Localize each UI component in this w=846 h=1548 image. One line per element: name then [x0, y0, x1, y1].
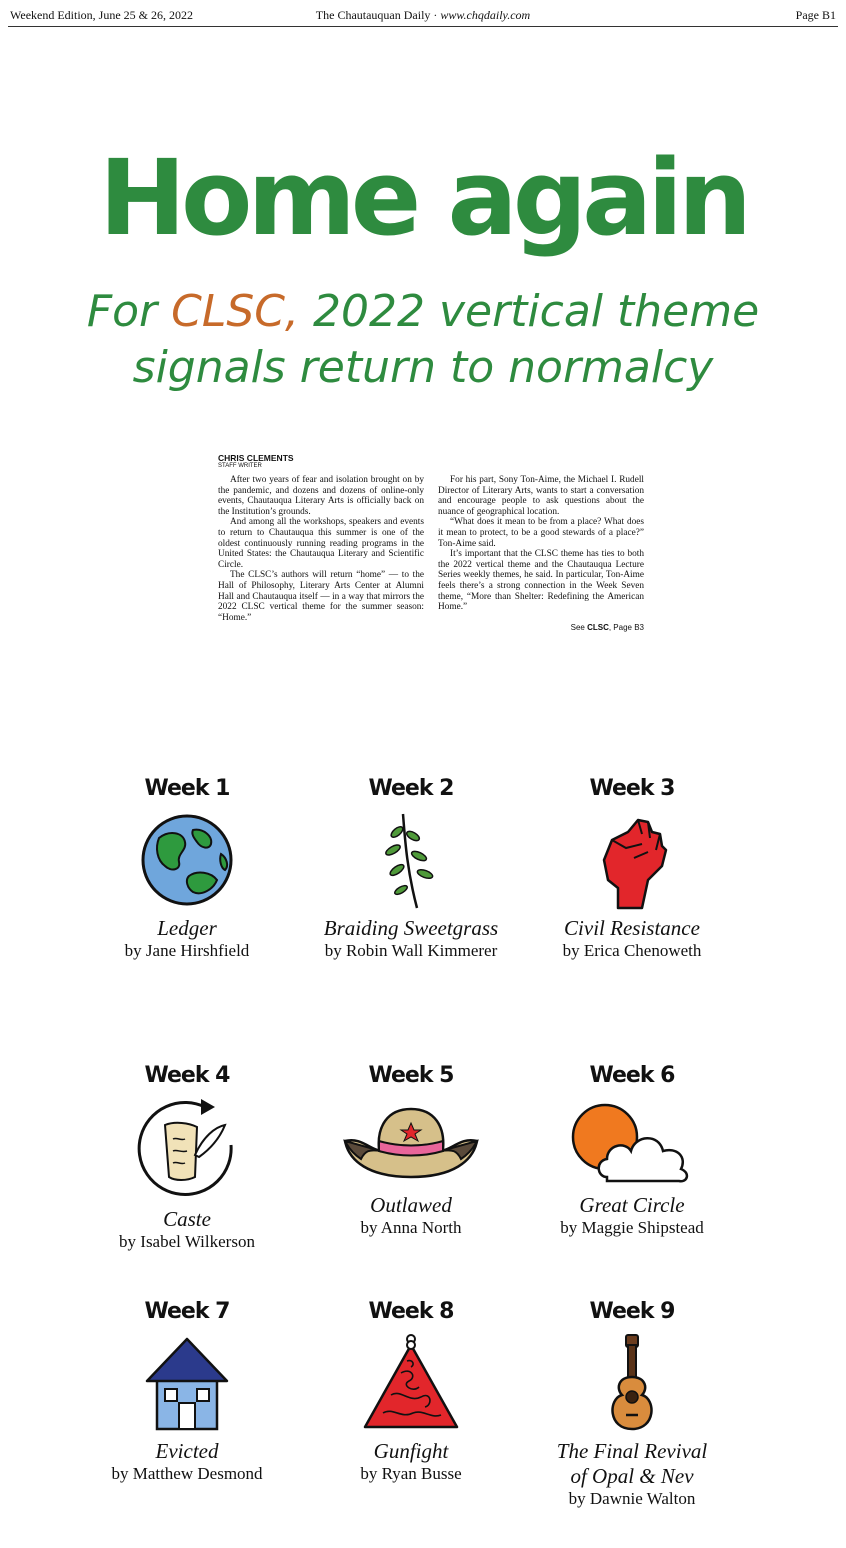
- book-title: Evicted: [155, 1439, 219, 1463]
- book-title: Braiding Sweetgrass: [323, 916, 499, 940]
- book-author: by Ryan Busse: [360, 1464, 462, 1483]
- deck-highlight: CLSC,: [171, 286, 300, 337]
- page-number: Page B1: [795, 8, 836, 22]
- book-title: Caste: [163, 1207, 211, 1231]
- guitar-icon: [582, 1333, 682, 1433]
- book-title: Ledger: [157, 916, 217, 940]
- globe-icon: [137, 810, 237, 910]
- sun-cloud-icon: [567, 1097, 697, 1187]
- book-author: by Maggie Shipstead: [560, 1218, 704, 1237]
- byline: CHRIS CLEMENTS: [218, 453, 294, 463]
- book-title-line-2: of Opal & Nev: [570, 1464, 694, 1488]
- book-author: by Dawnie Walton: [568, 1489, 696, 1508]
- book-author: by Anna North: [360, 1218, 462, 1237]
- book-author: by Erica Chenoweth: [562, 941, 702, 960]
- jump-line[interactable]: [438, 623, 644, 634]
- week-label: Week 6: [589, 1063, 675, 1088]
- week-label: Week 3: [589, 776, 675, 801]
- week-3-card: [512, 776, 752, 961]
- paper-masthead: [8, 8, 838, 23]
- week-4-card: [67, 1063, 307, 1252]
- raised-fist-icon: [582, 810, 682, 910]
- paper-name: The Chautauquan Daily: [315, 8, 431, 22]
- book-title: Outlawed: [370, 1193, 452, 1217]
- week-1-card: [67, 776, 307, 961]
- book-title: Civil Resistance: [564, 916, 700, 940]
- week-7-card: [67, 1299, 307, 1484]
- byline-role: STAFF WRITER: [218, 463, 262, 469]
- week-5-card: [291, 1063, 531, 1238]
- jump-keyword: CLSC: [587, 622, 609, 632]
- week-label: Week 7: [144, 1299, 230, 1324]
- page-header: [8, 8, 838, 27]
- paragraph: It’s important that the CLSC theme has ties to both the 2022 vertical theme and the Chautauqua Lecture Series weekly themes, he said. In particular, Ton-Aime feels there’s a strong connection in the Week Seven theme, “More than Shelter: Redefining the American Home.”: [438, 549, 644, 613]
- subheadline-line-1: [0, 284, 846, 340]
- book-title: Great Circle: [579, 1193, 685, 1217]
- paragraph: “What does it mean to be from a place? What does it mean to protect, to be a good stewards of a place?” Ton-Aime said.: [438, 517, 644, 549]
- jump-page: , Page B3: [608, 622, 644, 632]
- paragraph: And among all the workshops, speakers and events to return to Chautauqua this summer is one of the oldest continuously running reading programs in the United States: the Chautauqua Literary and Scientific Circle.: [218, 517, 424, 570]
- paragraph: After two years of fear and isolation brought on by the pandemic, and dozens and dozens of online-only events, Chautauqua Literary Arts is officially back on the Institution’s grounds.: [218, 475, 424, 517]
- edition-date: Weekend Edition, June 25 & 26, 2022: [10, 8, 194, 22]
- article: [218, 453, 644, 633]
- house-icon: [137, 1333, 237, 1433]
- paragraph: The CLSC’s authors will return “home” — to the Hall of Philosophy, Literary Arts Center at Alumni Hall and Chautauqua itself — in a way that mirrors the 2022 CLSC vertical theme for the summer season: “Home.”: [218, 570, 424, 623]
- week-2-card: [291, 776, 531, 961]
- subheadline: [0, 284, 846, 396]
- scroll-quill-icon: [135, 1097, 239, 1201]
- book-title-line-1: The Final Revival: [556, 1439, 708, 1463]
- book-author: by Robin Wall Kimmerer: [324, 941, 498, 960]
- book-author: by Matthew Desmond: [111, 1464, 263, 1483]
- book-title: [512, 1439, 752, 1489]
- week-6-card: [512, 1063, 752, 1238]
- book-author: by Jane Hirshfield: [124, 941, 250, 960]
- week-label: Week 2: [368, 776, 454, 801]
- week-label: Week 8: [368, 1299, 454, 1324]
- article-column-2: [438, 475, 644, 633]
- book-title: Gunfight: [373, 1439, 449, 1463]
- subheadline-line-2: signals return to normalcy: [132, 342, 714, 393]
- deck-text: For: [86, 286, 172, 337]
- week-label: Week 9: [589, 1299, 675, 1324]
- headline: Home again: [98, 137, 748, 259]
- paper-url[interactable]: www.chqdaily.com: [440, 8, 531, 22]
- book-author: by Isabel Wilkerson: [119, 1232, 255, 1251]
- week-8-card: [291, 1299, 531, 1484]
- red-triangle-icon: [361, 1333, 461, 1433]
- week-label: Week 4: [144, 1063, 230, 1088]
- paragraph: For his part, Sony Ton-Aime, the Michael I. Rudell Director of Literary Arts, wants to start a conversation and encourage people to ask questions about the nuance of geographical location.: [438, 475, 644, 517]
- deck-text: 2022 vertical theme: [299, 286, 760, 337]
- masthead-separator: ·: [430, 8, 441, 22]
- jump-pre: See: [570, 622, 588, 632]
- week-9-card: [512, 1299, 752, 1509]
- week-label: Week 5: [368, 1063, 454, 1088]
- cowboy-hat-icon: [341, 1097, 481, 1187]
- week-label: Week 1: [144, 776, 230, 801]
- article-column-1: [218, 475, 424, 633]
- sprig-icon: [361, 810, 461, 910]
